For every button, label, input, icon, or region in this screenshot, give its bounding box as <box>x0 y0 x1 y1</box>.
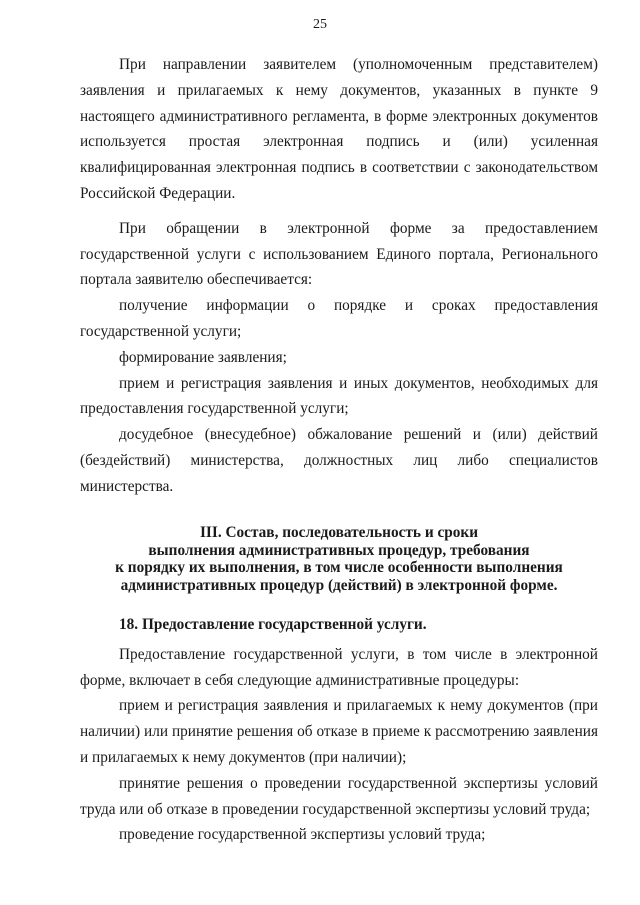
subsection-title: 18. Предоставление государственной услуги. <box>119 616 427 633</box>
subsection-paragraph: прием и регистрация заявления и прилагаемых к нему документов (при наличии) или принятие решения об отказе в приеме к рассмотрению заявления и прилагаемых к нему документов (при наличии); <box>80 697 598 766</box>
section-heading <box>80 524 598 594</box>
list-item-application-form: формирование заявления; <box>119 348 287 366</box>
subsection-paragraph: принятие решения о проведении государственной экспертизы условий труда или об отказе в проведении государственной экспертизы условий труда; <box>80 774 598 818</box>
subsection-paragraph: проведение государственной экспертизы условий труда; <box>119 826 486 844</box>
body-text <box>80 52 598 500</box>
list-item-appeal: досудебное (внесудебное) обжалование решений и (или) действий (бездействий) министерства, должностных лиц либо специалистов министерства. <box>80 426 598 495</box>
list-item-registration: прием и регистрация заявления и иных документов, необходимых для предоставления государственной услуги; <box>80 374 598 418</box>
list-item-information: получение информации о порядке и сроках предоставления государственной услуги; <box>80 297 598 340</box>
section-heading-line: III. Состав, последовательность и сроки <box>199 524 479 541</box>
page-number: 25 <box>313 17 327 32</box>
subsection-paragraph: Предоставление государственной услуги, в том числе в электронной форме, включает в себя следующие административные процедуры: <box>80 645 598 689</box>
subsection-18 <box>80 612 598 848</box>
section-heading-line: к порядку их выполнения, в том числе особенности выполнения <box>115 559 563 577</box>
section-heading-line: административных процедур (действий) в электронной форме. <box>120 576 558 594</box>
section-heading-line: выполнения административных процедур, требования <box>148 541 530 559</box>
paragraph-electronic-signature: При направлении заявителем (уполномоченным представителем) заявления и прилагаемых к нему документов, указанных в пункте 9 настоящего административного регламента, в форме электронных документов используется простая электронная подпись и (или) усиленная квалифицированная электронная подпись в соответствии с законодательством Российской Федерации. <box>80 56 598 202</box>
paragraph-electronic-request: При обращении в электронной форме за предоставлением государственной услуги с использованием Единого портала, Регионального портала заявителю обеспечивается: <box>80 219 598 289</box>
